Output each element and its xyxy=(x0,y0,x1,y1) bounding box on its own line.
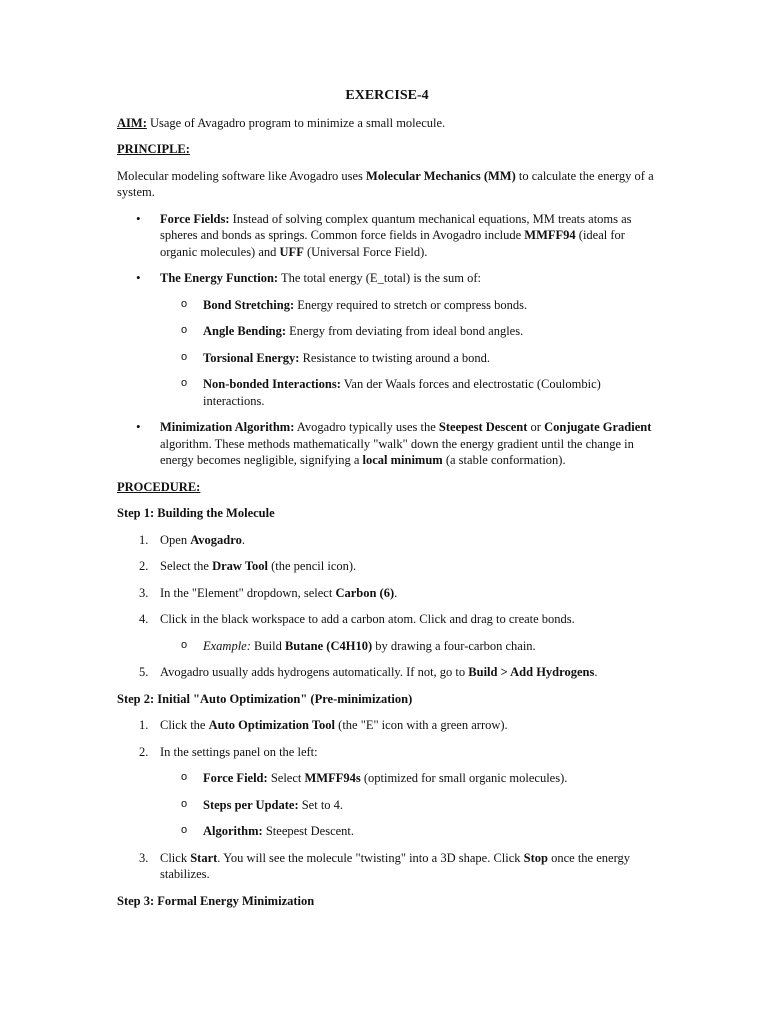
step2-title: Step 2: Initial "Auto Optimization" (Pre-minimization) xyxy=(117,691,413,706)
setting-item xyxy=(160,823,657,840)
sub-item xyxy=(160,297,657,314)
intro-text-2: to calculate the energy of a system. xyxy=(117,168,654,199)
example-text: by drawing a four-carbon chain. xyxy=(372,638,536,653)
bullet-bold: local minimum xyxy=(362,453,443,467)
sub-term: Angle Bending: xyxy=(203,324,287,338)
example-label: Example: xyxy=(203,638,251,653)
item-bold: Start xyxy=(190,850,218,865)
sub-term: Torsional Energy: xyxy=(203,350,300,365)
item-text: In the settings panel on the left: xyxy=(160,744,318,759)
example-bold: Butane (C4H10) xyxy=(284,638,373,653)
setting-term: Force Field: xyxy=(203,771,268,785)
step3-title: Step 3: Formal Energy Minimization xyxy=(117,893,315,908)
intro-text-1: Molecular modeling software like Avogadro uses xyxy=(117,168,367,183)
bullet-energy-function xyxy=(117,270,657,409)
step-item xyxy=(117,532,657,549)
setting-bold: MMFF94s xyxy=(304,771,361,785)
step2-list xyxy=(117,717,657,883)
sub-text: Van der Waals forces and electrostatic (Coulombic) interactions. xyxy=(203,377,601,408)
bullet-text: (ideal for organic molecules) and xyxy=(160,228,625,259)
sub-text: Energy required to stretch or compress bonds. xyxy=(294,297,528,312)
document-page xyxy=(117,86,657,919)
item-text: Open xyxy=(160,532,191,547)
item-text: . You will see the molecule "twisting" into a 3D shape. Click xyxy=(217,850,524,865)
principle-bullets xyxy=(117,211,657,469)
step-item xyxy=(117,664,657,681)
item-number: 1. xyxy=(139,532,149,547)
aim-line xyxy=(117,115,657,132)
item-text: . xyxy=(594,665,598,679)
item-number: 2. xyxy=(139,744,149,759)
sub-item xyxy=(160,350,657,367)
bullet-term: The Energy Function: xyxy=(160,271,279,285)
bullet-text: Instead of solving complex quantum mechanical equations, MM treats atoms as spheres and bonds as springs. Common force fields in Avogadro include xyxy=(160,211,632,242)
bullet-minimization xyxy=(117,419,657,469)
item-bold: Carbon (6) xyxy=(335,585,395,600)
item-text: . xyxy=(394,585,398,600)
item-text: Click the xyxy=(160,718,209,732)
energy-terms-list xyxy=(160,297,657,410)
item-text: Select the xyxy=(160,559,213,573)
sub-term: Bond Stretching: xyxy=(203,297,295,312)
setting-text: (optimized for small organic molecules). xyxy=(360,771,568,785)
item-bold: Stop xyxy=(523,850,548,865)
procedure-heading: PROCEDURE: xyxy=(117,479,201,494)
bullet-text: (Universal Force Field). xyxy=(303,244,428,259)
bullet-bold: Conjugate Gradient xyxy=(544,420,652,434)
exercise-title: EXERCISE-4 xyxy=(345,88,429,103)
setting-item xyxy=(160,770,657,787)
sub-text: Energy from deviating from ideal bond angles. xyxy=(286,324,524,338)
item-bold: Build > Add Hydrogens xyxy=(468,665,595,679)
item-text: (the pencil icon). xyxy=(268,559,357,573)
setting-term: Steps per Update: xyxy=(203,797,299,812)
bullet-text: algorithm. These methods mathematically "walk" down the energy gradient until the change in energy becomes negligible, signifying a xyxy=(160,436,634,467)
sub-item xyxy=(160,376,657,409)
sub-term: Non-bonded Interactions: xyxy=(203,377,341,391)
aim-text: Usage of Avagadro program to minimize a small molecule. xyxy=(146,115,446,130)
item-text: . xyxy=(241,532,245,547)
sub-item xyxy=(160,323,657,340)
principle-heading: PRINCIPLE: xyxy=(117,142,190,156)
bullet-text: The total energy (E_total) is the sum of: xyxy=(278,271,482,285)
intro-bold-mm: Molecular Mechanics (MM) xyxy=(366,168,516,183)
principle-intro xyxy=(117,168,657,201)
step-item xyxy=(117,611,657,654)
item-number: 2. xyxy=(139,559,149,573)
bullet-force-fields xyxy=(117,211,657,261)
item-text: Click xyxy=(160,850,191,865)
step-item xyxy=(117,558,657,575)
step-item xyxy=(117,744,657,840)
step-item xyxy=(117,850,657,883)
bullet-text: (a stable conformation). xyxy=(442,453,566,467)
bullet-bold: UFF xyxy=(279,244,304,259)
setting-text: Set to 4. xyxy=(298,797,344,812)
item-text: (the "E" icon with a green arrow). xyxy=(335,718,508,732)
item-number: 3. xyxy=(139,850,149,865)
setting-item xyxy=(160,797,657,814)
setting-text: Select xyxy=(267,771,305,785)
item-bold: Auto Optimization Tool xyxy=(208,718,336,732)
example-item xyxy=(160,638,657,655)
bullet-term: Force Fields: xyxy=(160,211,230,226)
item-text: In the "Element" dropdown, select xyxy=(160,585,336,600)
sub-text: Resistance to twisting around a bond. xyxy=(299,350,491,365)
step1-list xyxy=(117,532,657,681)
aim-label: AIM: xyxy=(117,115,147,130)
item-bold: Draw Tool xyxy=(212,559,268,573)
example-text: Build xyxy=(250,638,285,653)
setting-term: Algorithm: xyxy=(203,824,263,838)
example-list xyxy=(160,638,657,655)
item-bold: Avogadro xyxy=(190,532,242,547)
item-number: 3. xyxy=(139,585,149,600)
item-text: Avogadro usually adds hydrogens automatically. If not, go to xyxy=(160,665,469,679)
step1-title: Step 1: Building the Molecule xyxy=(117,506,275,520)
item-number: 5. xyxy=(139,665,149,679)
item-text: Click in the black workspace to add a carbon atom. Click and drag to create bonds. xyxy=(160,612,575,626)
bullet-bold: MMFF94 xyxy=(524,228,576,242)
item-number: 4. xyxy=(139,612,149,626)
bullet-term: Minimization Algorithm: xyxy=(160,420,295,434)
step-item xyxy=(117,717,657,734)
bullet-bold: Steepest Descent xyxy=(438,420,528,434)
step-item xyxy=(117,585,657,602)
bullet-text: Avogadro typically uses the xyxy=(294,420,439,434)
bullet-text: or xyxy=(527,420,545,434)
settings-list xyxy=(160,770,657,840)
item-number: 1. xyxy=(139,718,149,732)
setting-text: Steepest Descent. xyxy=(262,824,355,838)
item-text: once the energy stabilizes. xyxy=(160,850,631,881)
